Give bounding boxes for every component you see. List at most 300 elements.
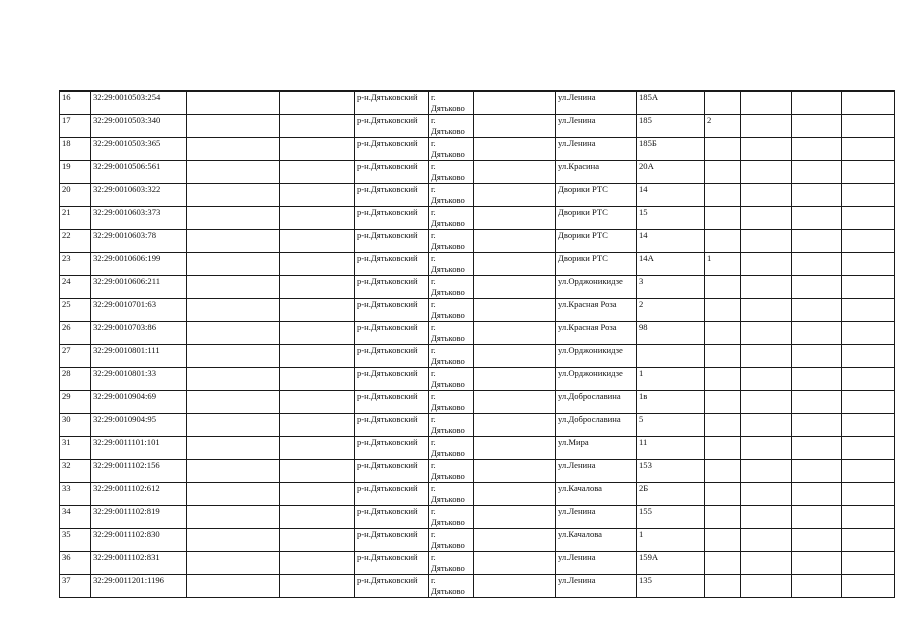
row-number-cell: 20 bbox=[60, 184, 91, 207]
empty-cell-c11 bbox=[741, 437, 792, 460]
empty-cell-c3 bbox=[187, 414, 280, 437]
city-text: г. bbox=[431, 253, 436, 263]
empty-cell-c13 bbox=[842, 437, 895, 460]
city-cell bbox=[429, 414, 474, 437]
city-text: Дятьково bbox=[431, 401, 465, 412]
empty-cell-c4 bbox=[280, 230, 355, 253]
extra-value-cell bbox=[705, 207, 741, 230]
city-text: Дятьково bbox=[431, 148, 465, 159]
empty-cell-c11 bbox=[741, 184, 792, 207]
empty-cell-c12 bbox=[792, 460, 842, 483]
extra-value-cell bbox=[705, 414, 741, 437]
empty-cell-c11 bbox=[741, 91, 792, 115]
empty-cell-c7 bbox=[474, 345, 556, 368]
empty-cell-c3 bbox=[187, 184, 280, 207]
empty-cell-c13 bbox=[842, 299, 895, 322]
empty-cell-c4 bbox=[280, 529, 355, 552]
empty-cell-c12 bbox=[792, 552, 842, 575]
empty-cell-c13 bbox=[842, 207, 895, 230]
table-row bbox=[60, 138, 895, 161]
table-row bbox=[60, 414, 895, 437]
street-cell: ул.Красная Роза bbox=[556, 299, 637, 322]
empty-cell-c13 bbox=[842, 575, 895, 598]
house-number-cell: 185Б bbox=[637, 138, 705, 161]
extra-value-cell bbox=[705, 506, 741, 529]
cadastral-number-cell: 32:29:0010701:63 bbox=[91, 299, 187, 322]
empty-cell-c3 bbox=[187, 483, 280, 506]
table-row bbox=[60, 322, 895, 345]
city-text: Дятьково bbox=[431, 447, 465, 458]
empty-cell-c13 bbox=[842, 414, 895, 437]
street-cell: ул.Ленина bbox=[556, 575, 637, 598]
street-cell: Дворики РТС bbox=[556, 230, 637, 253]
extra-value-cell bbox=[705, 161, 741, 184]
house-number-cell: 135 bbox=[637, 575, 705, 598]
city-cell bbox=[429, 161, 474, 184]
street-cell: ул.Доброславина bbox=[556, 414, 637, 437]
table-row bbox=[60, 391, 895, 414]
empty-cell-c13 bbox=[842, 161, 895, 184]
table-row bbox=[60, 437, 895, 460]
empty-cell-c7 bbox=[474, 91, 556, 115]
street-cell: Дворики РТС bbox=[556, 207, 637, 230]
district-cell: р-н.Дятьковский bbox=[355, 391, 429, 414]
extra-value-cell bbox=[705, 91, 741, 115]
table-row bbox=[60, 345, 895, 368]
empty-cell-c3 bbox=[187, 322, 280, 345]
city-text: Дятьково bbox=[431, 263, 465, 274]
city-cell bbox=[429, 529, 474, 552]
extra-value-cell bbox=[705, 552, 741, 575]
city-text: Дятьково bbox=[431, 102, 465, 113]
district-cell: р-н.Дятьковский bbox=[355, 575, 429, 598]
empty-cell-c11 bbox=[741, 483, 792, 506]
empty-cell-c7 bbox=[474, 575, 556, 598]
district-cell: р-н.Дятьковский bbox=[355, 276, 429, 299]
extra-value-cell bbox=[705, 575, 741, 598]
cadastral-number-cell: 32:29:0010904:69 bbox=[91, 391, 187, 414]
city-cell bbox=[429, 207, 474, 230]
street-cell: ул.Красная Роза bbox=[556, 322, 637, 345]
district-cell: р-н.Дятьковский bbox=[355, 230, 429, 253]
empty-cell-c7 bbox=[474, 506, 556, 529]
empty-cell-c12 bbox=[792, 483, 842, 506]
empty-cell-c4 bbox=[280, 414, 355, 437]
cadastral-number-cell: 32:29:0010503:340 bbox=[91, 115, 187, 138]
table-row bbox=[60, 230, 895, 253]
city-text: г. bbox=[431, 460, 436, 470]
empty-cell-c11 bbox=[741, 345, 792, 368]
city-cell bbox=[429, 253, 474, 276]
empty-cell-c4 bbox=[280, 115, 355, 138]
empty-cell-c13 bbox=[842, 506, 895, 529]
city-cell bbox=[429, 552, 474, 575]
street-cell: ул.Ленина bbox=[556, 115, 637, 138]
house-number-cell: 98 bbox=[637, 322, 705, 345]
city-text: Дятьково bbox=[431, 309, 465, 320]
empty-cell-c13 bbox=[842, 276, 895, 299]
city-text: Дятьково bbox=[431, 125, 465, 136]
empty-cell-c12 bbox=[792, 230, 842, 253]
table-row bbox=[60, 552, 895, 575]
city-text: г. bbox=[431, 414, 436, 424]
street-cell: ул.Красина bbox=[556, 161, 637, 184]
city-text: г. bbox=[431, 529, 436, 539]
house-number-cell: 1 bbox=[637, 368, 705, 391]
house-number-cell: 3 bbox=[637, 276, 705, 299]
empty-cell-c7 bbox=[474, 230, 556, 253]
city-text: г. bbox=[431, 345, 436, 355]
extra-value-cell bbox=[705, 230, 741, 253]
extra-value-cell bbox=[705, 460, 741, 483]
city-text: г. bbox=[431, 437, 436, 447]
cadastral-number-cell: 32:29:0010606:199 bbox=[91, 253, 187, 276]
empty-cell-c11 bbox=[741, 391, 792, 414]
city-text: г. bbox=[431, 368, 436, 378]
house-number-cell: 2 bbox=[637, 299, 705, 322]
empty-cell-c11 bbox=[741, 161, 792, 184]
registry-table bbox=[59, 90, 895, 598]
city-text: г. bbox=[431, 161, 436, 171]
empty-cell-c4 bbox=[280, 253, 355, 276]
empty-cell-c12 bbox=[792, 138, 842, 161]
city-cell bbox=[429, 138, 474, 161]
row-number-cell: 35 bbox=[60, 529, 91, 552]
empty-cell-c7 bbox=[474, 322, 556, 345]
city-cell bbox=[429, 276, 474, 299]
empty-cell-c7 bbox=[474, 460, 556, 483]
district-cell: р-н.Дятьковский bbox=[355, 253, 429, 276]
house-number-cell: 14А bbox=[637, 253, 705, 276]
empty-cell-c11 bbox=[741, 506, 792, 529]
empty-cell-c4 bbox=[280, 184, 355, 207]
empty-cell-c12 bbox=[792, 437, 842, 460]
district-cell: р-н.Дятьковский bbox=[355, 437, 429, 460]
city-text: Дятьково bbox=[431, 240, 465, 251]
cadastral-number-cell: 32:29:0010603:373 bbox=[91, 207, 187, 230]
empty-cell-c12 bbox=[792, 322, 842, 345]
empty-cell-c11 bbox=[741, 115, 792, 138]
extra-value-cell bbox=[705, 138, 741, 161]
row-number-cell: 30 bbox=[60, 414, 91, 437]
city-text: г. bbox=[431, 207, 436, 217]
empty-cell-c12 bbox=[792, 161, 842, 184]
city-cell bbox=[429, 299, 474, 322]
cadastral-number-cell: 32:29:0011102:819 bbox=[91, 506, 187, 529]
city-text: Дятьково bbox=[431, 194, 465, 205]
empty-cell-c7 bbox=[474, 138, 556, 161]
extra-value-cell bbox=[705, 322, 741, 345]
extra-value-cell bbox=[705, 345, 741, 368]
city-cell bbox=[429, 368, 474, 391]
row-number-cell: 17 bbox=[60, 115, 91, 138]
district-cell: р-н.Дятьковский bbox=[355, 115, 429, 138]
empty-cell-c11 bbox=[741, 368, 792, 391]
house-number-cell: 1в bbox=[637, 391, 705, 414]
row-number-cell: 28 bbox=[60, 368, 91, 391]
empty-cell-c11 bbox=[741, 138, 792, 161]
street-cell: ул.Ленина bbox=[556, 506, 637, 529]
street-cell: ул.Ленина bbox=[556, 138, 637, 161]
city-text: г. bbox=[431, 115, 436, 125]
district-cell: р-н.Дятьковский bbox=[355, 460, 429, 483]
street-cell: ул.Ленина bbox=[556, 460, 637, 483]
district-cell: р-н.Дятьковский bbox=[355, 91, 429, 115]
street-cell: Дворики РТС bbox=[556, 184, 637, 207]
empty-cell-c12 bbox=[792, 253, 842, 276]
city-text: Дятьково bbox=[431, 171, 465, 182]
city-cell bbox=[429, 575, 474, 598]
city-text: Дятьково bbox=[431, 562, 465, 573]
empty-cell-c4 bbox=[280, 207, 355, 230]
cadastral-number-cell: 32:29:0010703:86 bbox=[91, 322, 187, 345]
house-number-cell: 155 bbox=[637, 506, 705, 529]
empty-cell-c3 bbox=[187, 230, 280, 253]
empty-cell-c11 bbox=[741, 230, 792, 253]
cadastral-number-cell: 32:29:0010503:254 bbox=[91, 91, 187, 115]
empty-cell-c3 bbox=[187, 253, 280, 276]
district-cell: р-н.Дятьковский bbox=[355, 529, 429, 552]
empty-cell-c7 bbox=[474, 207, 556, 230]
district-cell: р-н.Дятьковский bbox=[355, 161, 429, 184]
table-row bbox=[60, 483, 895, 506]
row-number-cell: 29 bbox=[60, 391, 91, 414]
city-cell bbox=[429, 230, 474, 253]
empty-cell-c3 bbox=[187, 391, 280, 414]
extra-value-cell bbox=[705, 391, 741, 414]
district-cell: р-н.Дятьковский bbox=[355, 207, 429, 230]
registry-table-body bbox=[60, 91, 895, 598]
city-text: г. bbox=[431, 92, 436, 102]
row-number-cell: 23 bbox=[60, 253, 91, 276]
city-cell bbox=[429, 437, 474, 460]
empty-cell-c4 bbox=[280, 322, 355, 345]
empty-cell-c12 bbox=[792, 414, 842, 437]
empty-cell-c4 bbox=[280, 299, 355, 322]
empty-cell-c11 bbox=[741, 276, 792, 299]
empty-cell-c13 bbox=[842, 529, 895, 552]
row-number-cell: 36 bbox=[60, 552, 91, 575]
empty-cell-c4 bbox=[280, 161, 355, 184]
extra-value-cell bbox=[705, 299, 741, 322]
empty-cell-c3 bbox=[187, 575, 280, 598]
empty-cell-c13 bbox=[842, 230, 895, 253]
empty-cell-c7 bbox=[474, 391, 556, 414]
city-cell bbox=[429, 184, 474, 207]
empty-cell-c11 bbox=[741, 552, 792, 575]
empty-cell-c13 bbox=[842, 322, 895, 345]
extra-value-cell bbox=[705, 529, 741, 552]
empty-cell-c12 bbox=[792, 368, 842, 391]
empty-cell-c12 bbox=[792, 115, 842, 138]
house-number-cell bbox=[637, 345, 705, 368]
street-cell: ул.Орджоникидзе bbox=[556, 345, 637, 368]
city-cell bbox=[429, 391, 474, 414]
empty-cell-c3 bbox=[187, 552, 280, 575]
table-row bbox=[60, 368, 895, 391]
district-cell: р-н.Дятьковский bbox=[355, 414, 429, 437]
row-number-cell: 16 bbox=[60, 91, 91, 115]
extra-value-cell bbox=[705, 437, 741, 460]
empty-cell-c11 bbox=[741, 414, 792, 437]
city-text: г. bbox=[431, 506, 436, 516]
empty-cell-c12 bbox=[792, 529, 842, 552]
empty-cell-c7 bbox=[474, 368, 556, 391]
row-number-cell: 37 bbox=[60, 575, 91, 598]
row-number-cell: 21 bbox=[60, 207, 91, 230]
district-cell: р-н.Дятьковский bbox=[355, 184, 429, 207]
empty-cell-c3 bbox=[187, 368, 280, 391]
cadastral-number-cell: 32:29:0011201:1196 bbox=[91, 575, 187, 598]
cadastral-number-cell: 32:29:0010506:561 bbox=[91, 161, 187, 184]
street-cell: ул.Качалова bbox=[556, 483, 637, 506]
district-cell: р-н.Дятьковский bbox=[355, 299, 429, 322]
cadastral-number-cell: 32:29:0011101:101 bbox=[91, 437, 187, 460]
city-cell bbox=[429, 345, 474, 368]
empty-cell-c7 bbox=[474, 299, 556, 322]
empty-cell-c3 bbox=[187, 345, 280, 368]
empty-cell-c7 bbox=[474, 437, 556, 460]
extra-value-cell: 1 bbox=[705, 253, 741, 276]
empty-cell-c11 bbox=[741, 299, 792, 322]
row-number-cell: 33 bbox=[60, 483, 91, 506]
house-number-cell: 185 bbox=[637, 115, 705, 138]
district-cell: р-н.Дятьковский bbox=[355, 322, 429, 345]
city-text: г. bbox=[431, 138, 436, 148]
house-number-cell: 20А bbox=[637, 161, 705, 184]
empty-cell-c4 bbox=[280, 91, 355, 115]
city-text: Дятьково bbox=[431, 286, 465, 297]
row-number-cell: 24 bbox=[60, 276, 91, 299]
empty-cell-c12 bbox=[792, 575, 842, 598]
city-text: г. bbox=[431, 299, 436, 309]
cadastral-number-cell: 32:29:0011102:831 bbox=[91, 552, 187, 575]
city-text: Дятьково bbox=[431, 539, 465, 550]
district-cell: р-н.Дятьковский bbox=[355, 345, 429, 368]
city-cell bbox=[429, 460, 474, 483]
cadastral-number-cell: 32:29:0011102:830 bbox=[91, 529, 187, 552]
empty-cell-c13 bbox=[842, 391, 895, 414]
empty-cell-c3 bbox=[187, 138, 280, 161]
house-number-cell: 185А bbox=[637, 91, 705, 115]
house-number-cell: 5 bbox=[637, 414, 705, 437]
extra-value-cell bbox=[705, 368, 741, 391]
district-cell: р-н.Дятьковский bbox=[355, 483, 429, 506]
cadastral-number-cell: 32:29:0011102:612 bbox=[91, 483, 187, 506]
city-text: Дятьково bbox=[431, 332, 465, 343]
empty-cell-c11 bbox=[741, 207, 792, 230]
city-text: г. bbox=[431, 552, 436, 562]
city-cell bbox=[429, 91, 474, 115]
city-text: Дятьково bbox=[431, 424, 465, 435]
empty-cell-c3 bbox=[187, 91, 280, 115]
row-number-cell: 19 bbox=[60, 161, 91, 184]
empty-cell-c3 bbox=[187, 161, 280, 184]
cadastral-number-cell: 32:29:0010603:78 bbox=[91, 230, 187, 253]
empty-cell-c4 bbox=[280, 460, 355, 483]
city-text: г. bbox=[431, 276, 436, 286]
city-text: г. bbox=[431, 575, 436, 585]
empty-cell-c12 bbox=[792, 184, 842, 207]
empty-cell-c3 bbox=[187, 437, 280, 460]
empty-cell-c13 bbox=[842, 184, 895, 207]
district-cell: р-н.Дятьковский bbox=[355, 138, 429, 161]
cadastral-number-cell: 32:29:0011102:156 bbox=[91, 460, 187, 483]
row-number-cell: 25 bbox=[60, 299, 91, 322]
empty-cell-c4 bbox=[280, 506, 355, 529]
street-cell: Дворики РТС bbox=[556, 253, 637, 276]
house-number-cell: 15 bbox=[637, 207, 705, 230]
empty-cell-c13 bbox=[842, 460, 895, 483]
table-row bbox=[60, 91, 895, 115]
table-row bbox=[60, 506, 895, 529]
street-cell: ул.Орджоникидзе bbox=[556, 368, 637, 391]
row-number-cell: 27 bbox=[60, 345, 91, 368]
city-text: Дятьково bbox=[431, 355, 465, 366]
cadastral-number-cell: 32:29:0010603:322 bbox=[91, 184, 187, 207]
empty-cell-c3 bbox=[187, 276, 280, 299]
city-text: Дятьково bbox=[431, 378, 465, 389]
street-cell: ул.Мира bbox=[556, 437, 637, 460]
empty-cell-c7 bbox=[474, 483, 556, 506]
empty-cell-c7 bbox=[474, 552, 556, 575]
empty-cell-c7 bbox=[474, 414, 556, 437]
house-number-cell: 2Б bbox=[637, 483, 705, 506]
empty-cell-c3 bbox=[187, 207, 280, 230]
empty-cell-c11 bbox=[741, 322, 792, 345]
city-text: г. bbox=[431, 184, 436, 194]
empty-cell-c4 bbox=[280, 552, 355, 575]
empty-cell-c4 bbox=[280, 575, 355, 598]
empty-cell-c3 bbox=[187, 460, 280, 483]
city-text: Дятьково bbox=[431, 217, 465, 228]
house-number-cell: 14 bbox=[637, 230, 705, 253]
table-row bbox=[60, 575, 895, 598]
table-row bbox=[60, 460, 895, 483]
row-number-cell: 31 bbox=[60, 437, 91, 460]
empty-cell-c4 bbox=[280, 437, 355, 460]
house-number-cell: 153 bbox=[637, 460, 705, 483]
row-number-cell: 34 bbox=[60, 506, 91, 529]
house-number-cell: 11 bbox=[637, 437, 705, 460]
empty-cell-c7 bbox=[474, 184, 556, 207]
table-row bbox=[60, 115, 895, 138]
empty-cell-c13 bbox=[842, 483, 895, 506]
city-cell bbox=[429, 322, 474, 345]
city-text: г. bbox=[431, 230, 436, 240]
extra-value-cell bbox=[705, 184, 741, 207]
empty-cell-c4 bbox=[280, 391, 355, 414]
city-text: Дятьково bbox=[431, 493, 465, 504]
empty-cell-c7 bbox=[474, 161, 556, 184]
empty-cell-c12 bbox=[792, 91, 842, 115]
table-row bbox=[60, 184, 895, 207]
empty-cell-c4 bbox=[280, 483, 355, 506]
table-row bbox=[60, 276, 895, 299]
city-text: г. bbox=[431, 322, 436, 332]
empty-cell-c12 bbox=[792, 276, 842, 299]
empty-cell-c13 bbox=[842, 91, 895, 115]
empty-cell-c4 bbox=[280, 368, 355, 391]
empty-cell-c3 bbox=[187, 529, 280, 552]
table-row bbox=[60, 161, 895, 184]
row-number-cell: 18 bbox=[60, 138, 91, 161]
empty-cell-c7 bbox=[474, 529, 556, 552]
empty-cell-c12 bbox=[792, 207, 842, 230]
row-number-cell: 32 bbox=[60, 460, 91, 483]
street-cell: ул.Орджоникидзе bbox=[556, 276, 637, 299]
district-cell: р-н.Дятьковский bbox=[355, 552, 429, 575]
